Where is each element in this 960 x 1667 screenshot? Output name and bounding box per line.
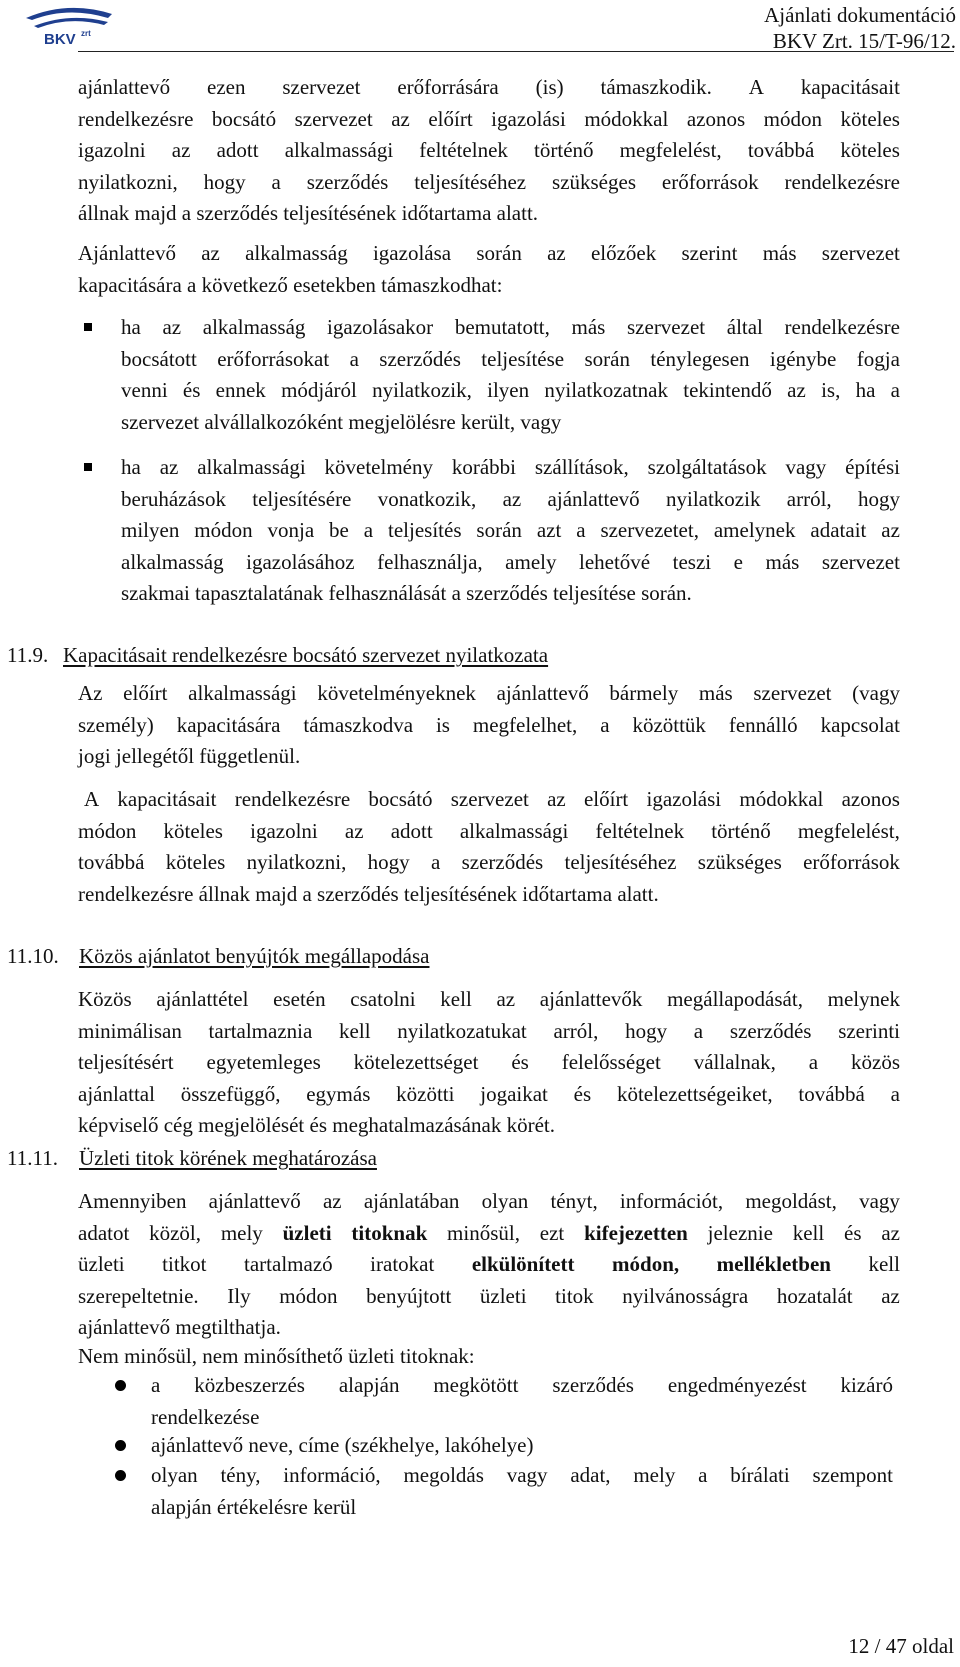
text-line: személy) kapacitására támaszkodva is megfelelhet, a közöttük fennálló kapcsolat — [78, 712, 900, 737]
intro-paragraph — [78, 72, 900, 230]
text-line: ajánlattal összefüggő, egymás közötti jogaikat és kötelezettségeiket, továbbá a — [78, 1081, 900, 1106]
text-line: Nem minősül, nem minősíthető üzleti titoknak: — [78, 1344, 475, 1368]
text-line: ha az alkalmassági követelmény korábbi szállítások, szolgáltatások vagy építési — [121, 455, 900, 479]
svg-text:zrt: zrt — [81, 29, 91, 38]
text-line: rendelkezésre bocsátó szervezet az előírt igazolási módokkal azonos módon köteles — [78, 106, 900, 131]
list-item — [121, 452, 900, 610]
text-line: alkalmasság igazolásához felhasználja, amely lehetővé teszi e más szervezet — [121, 549, 900, 574]
text-line: állnak majd a szerződés teljesítésének időtartama alatt. — [78, 201, 539, 226]
section-title: Kapacitásait rendelkezésre bocsátó szervezet nyilatkozata — [63, 643, 549, 667]
text-line: minimálisan tartalmaznia kell nyilatkozatukat arról, hogy a szerződés szerinti — [78, 1018, 900, 1043]
section-number: 11.10. — [7, 944, 59, 968]
text-line: kapacitására a következő esetekben támaszkodhat: — [78, 272, 503, 297]
text-line: szerepeltetnie. Ily módon benyújtott üzleti titok nyilvánosságra hozatalát az — [78, 1283, 900, 1308]
list-item — [151, 1460, 893, 1523]
section-heading-11-9 — [7, 640, 548, 670]
section-number: 11.9. — [7, 643, 49, 667]
text-line: Az előírt alkalmassági követelményeknek ajánlattevő bármely más szervezet (vagy — [78, 681, 900, 705]
text-line: Ajánlattevő az alkalmasság igazolása során az előzőek szerint más szervezet — [78, 241, 900, 265]
text-line: A kapacitásait rendelkezésre bocsátó szervezet az előírt igazolási módokkal azonos — [84, 787, 900, 811]
text-line: rendelkezésre állnak majd a szerződés teljesítésének időtartama alatt. — [78, 881, 659, 906]
section-number: 11.11. — [7, 1146, 58, 1170]
doc-title: Ajánlati dokumentáció — [764, 3, 956, 27]
section-11-11-paragraph-2 — [78, 1341, 900, 1373]
text-line: teljesítésért egyetemleges kötelezettséget és felelősséget vállalnak, a közös — [78, 1050, 900, 1075]
section-title: Közös ajánlatot benyújtók megállapodása — [79, 944, 430, 968]
text-line: Közös ajánlattétel esetén csatolni kell az ajánlattevők megállapodását, melynek — [78, 987, 900, 1011]
square-bullet-icon — [84, 323, 92, 331]
bullet-dot-icon — [115, 1440, 126, 1451]
text-line: venni és ennek módjáról nyilatkozik, ilyen nyilatkozatnak tekintendő az is, ha a — [121, 378, 900, 403]
text-line: olyan tény, információ, megoldás vagy adat, mely a bírálati szempont — [151, 1463, 893, 1487]
section-11-9-paragraph-2 — [78, 784, 900, 910]
section-11-10-paragraph — [78, 984, 900, 1142]
text-line: nyilatkozni, hogy a szerződés teljesítéséhez szükséges erőforrások rendelkezésre — [78, 169, 900, 194]
text-line: módon köteles igazolni az adott alkalmassági feltételnek történő megfelelést, — [78, 818, 900, 843]
text-line: szervezet alvállalkozóként megjelölésre került, vagy — [121, 409, 562, 434]
header-info — [764, 2, 956, 54]
capacity-paragraph — [78, 238, 900, 301]
section-heading-11-10 — [7, 941, 429, 971]
doc-reference: BKV Zrt. 15/T-96/12. — [772, 29, 956, 53]
text-line: igazolni az adott alkalmassági feltételnek történő megfelelést, továbbá köteles — [78, 138, 900, 163]
text-line: milyen módon vonja be a teljesítés során azt a szervezetet, amelynek adatait az — [121, 518, 900, 543]
page-number: 12 / 47 oldal — [848, 1634, 954, 1658]
list-item — [151, 1370, 893, 1433]
header-divider — [78, 51, 954, 52]
text-line: továbbá köteles nyilatkozni, hogy a szerződés teljesítéséhez szükséges erőforrások — [78, 850, 900, 875]
text-line: ajánlattevő ezen szervezet erőforrására (is) támaszkodik. A kapacitásait — [78, 75, 900, 99]
svg-text:BKV: BKV — [44, 31, 76, 46]
text-line: üzleti titkot tartalmazó iratokat elkülönített módon, mellékletben kell — [78, 1252, 900, 1277]
section-11-9-paragraph-1 — [78, 678, 900, 773]
list-item — [151, 1430, 893, 1462]
bullet-dot-icon — [115, 1470, 126, 1481]
bkv-logo — [8, 2, 128, 46]
text-line: adatot közöl, mely üzleti titoknak minősül, ezt kifejezetten jeleznie kell és az — [78, 1220, 900, 1245]
text-line: Amennyiben ajánlattevő az ajánlatában olyan tényt, információt, megoldást, vagy — [78, 1189, 900, 1213]
text-line: ajánlattevő neve, címe (székhelye, lakóhelye) — [151, 1433, 534, 1457]
text-line: beruházások teljesítésére vonatkozik, az ajánlattevő nyilatkozik arról, hogy — [121, 486, 900, 511]
bkv-logo-icon — [8, 2, 128, 46]
list-item — [121, 312, 900, 438]
bullet-dot-icon — [115, 1380, 126, 1391]
text-line: alapján értékelésre kerül — [151, 1494, 357, 1519]
section-11-11-paragraph-1 — [78, 1186, 900, 1344]
text-line: jogi jellegétől függetlenül. — [78, 744, 301, 769]
text-line: rendelkezése — [151, 1404, 260, 1429]
text-line: szakmai tapasztalatának felhasználását a szerződés teljesítése során. — [121, 581, 692, 606]
text-line: bocsátott erőforrásokat a szerződés teljesítése során ténylegesen igénybe fogja — [121, 346, 900, 371]
square-bullet-icon — [84, 463, 92, 471]
section-heading-11-11 — [7, 1143, 377, 1173]
text-line: a közbeszerzés alapján megkötött szerződés engedményezést kizáró — [151, 1373, 893, 1397]
text-line: képviselő cég megjelölését és meghatalmazásának körét. — [78, 1113, 555, 1138]
text-line: ajánlattevő megtilthatja. — [78, 1315, 281, 1340]
text-line: ha az alkalmasság igazolásakor bemutatott, más szervezet által rendelkezésre — [121, 315, 900, 339]
section-title: Üzleti titok körének meghatározása — [79, 1146, 377, 1170]
